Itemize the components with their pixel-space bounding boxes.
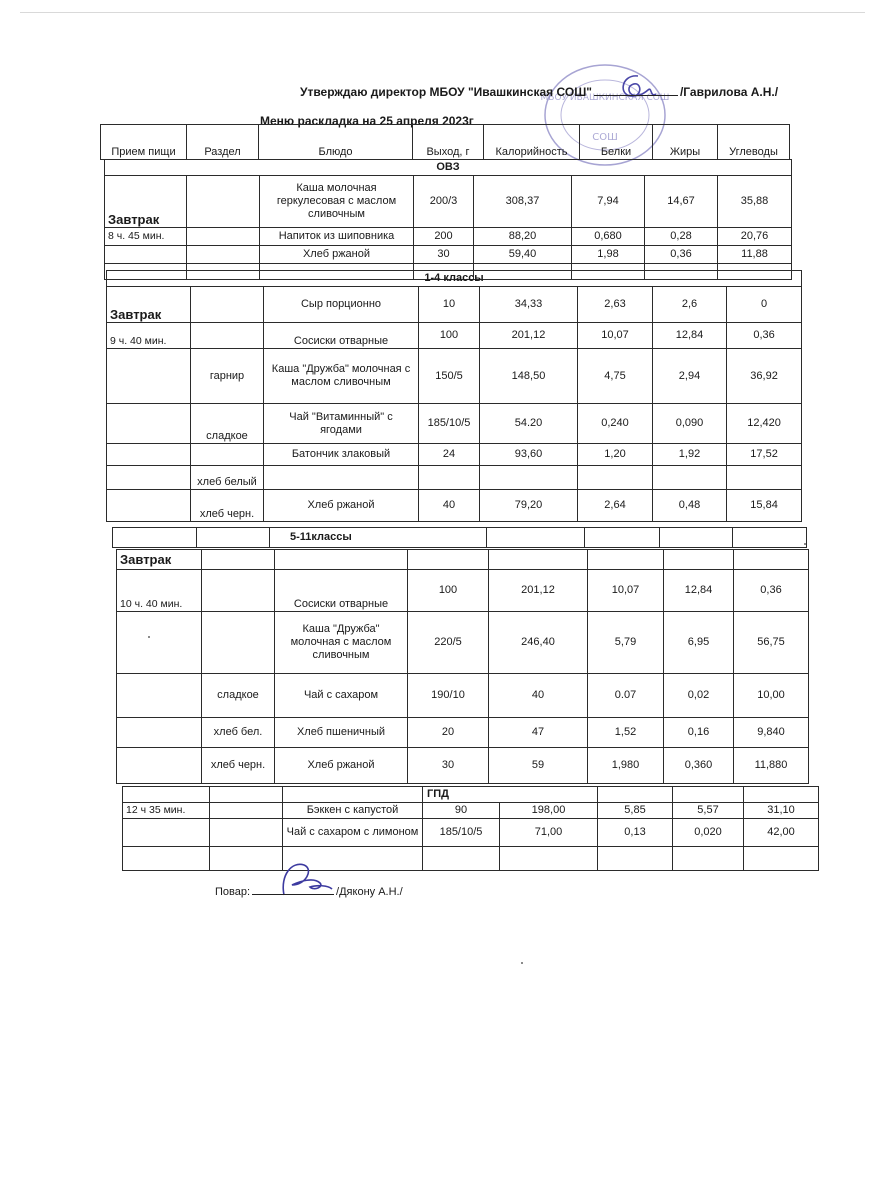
table-row bbox=[117, 718, 809, 748]
fat-cell: 6,95 bbox=[664, 612, 734, 674]
col-header: Калорийность bbox=[484, 125, 580, 160]
table-row bbox=[123, 819, 819, 847]
meal-label: Завтрак bbox=[117, 550, 202, 570]
razdel-cell: хлеб черн. bbox=[202, 748, 275, 784]
section-title: 1-4 классы bbox=[107, 271, 802, 287]
dish-cell: Каша "Дружба" молочная с маслом сливочным bbox=[275, 612, 408, 674]
razdel-cell bbox=[210, 803, 283, 819]
fat-cell: 12,84 bbox=[664, 570, 734, 612]
dish-cell: Чай с сахаром с лимоном bbox=[283, 819, 423, 847]
fat-cell: 2,94 bbox=[653, 349, 727, 404]
kcal-cell: 148,50 bbox=[480, 349, 578, 404]
col-header: Прием пищи bbox=[101, 125, 187, 160]
kcal-cell: 246,40 bbox=[489, 612, 588, 674]
cook-signature-line bbox=[252, 884, 334, 895]
razdel-cell bbox=[191, 444, 264, 466]
scan-speck bbox=[521, 962, 523, 964]
meal-time: 12 ч 35 мин. bbox=[123, 803, 210, 819]
dish-cell: Бэккен с капустой bbox=[283, 803, 423, 819]
grades-5-11-title bbox=[112, 527, 807, 548]
protein-cell: 2,63 bbox=[578, 287, 653, 323]
carb-cell: 35,88 bbox=[718, 176, 792, 228]
razdel-cell: хлеб белый bbox=[191, 466, 264, 490]
stamp-text: МБОУ ИВАШКИНСКАЯ СОШ bbox=[540, 93, 670, 103]
kcal-cell: 308,37 bbox=[474, 176, 572, 228]
carb-cell: 11,88 bbox=[718, 246, 792, 264]
protein-cell: 1,980 bbox=[588, 748, 664, 784]
carb-cell: 0 bbox=[727, 287, 802, 323]
cook-name: /Дякону А.Н./ bbox=[336, 886, 403, 898]
carb-cell: 17,52 bbox=[727, 444, 802, 466]
vyhod-cell: 200/3 bbox=[414, 176, 474, 228]
gpd-table bbox=[122, 786, 819, 871]
protein-cell: 5,85 bbox=[598, 803, 673, 819]
razdel-cell bbox=[202, 570, 275, 612]
protein-cell: 0.07 bbox=[588, 674, 664, 718]
kcal-cell: 201,12 bbox=[480, 323, 578, 349]
protein-cell bbox=[578, 466, 653, 490]
col-header: Выход, г bbox=[413, 125, 484, 160]
kcal-cell: 34,33 bbox=[480, 287, 578, 323]
vyhod-cell: 40 bbox=[419, 490, 480, 522]
kcal-cell: 201,12 bbox=[489, 570, 588, 612]
carb-cell: 0,36 bbox=[734, 570, 809, 612]
razdel-cell: сладкое bbox=[191, 404, 264, 444]
fat-cell: 0,360 bbox=[664, 748, 734, 784]
protein-cell: 10,07 bbox=[578, 323, 653, 349]
razdel-cell bbox=[210, 819, 283, 847]
protein-cell: 1,98 bbox=[572, 246, 645, 264]
vyhod-cell: 90 bbox=[423, 803, 500, 819]
fat-cell bbox=[653, 466, 727, 490]
table-row bbox=[107, 349, 802, 404]
vyhod-cell: 185/10/5 bbox=[419, 404, 480, 444]
dish-cell: Сосиски отварные bbox=[275, 570, 408, 612]
table-row bbox=[107, 466, 802, 490]
protein-cell: 7,94 bbox=[572, 176, 645, 228]
kcal-cell bbox=[480, 466, 578, 490]
carb-cell: 11,880 bbox=[734, 748, 809, 784]
table-row bbox=[117, 748, 809, 784]
dish-cell: Сосиски отварные bbox=[264, 323, 419, 349]
meal-time: 10 ч. 40 мин. bbox=[117, 570, 202, 612]
carb-cell: 9,840 bbox=[734, 718, 809, 748]
ovz-table bbox=[104, 159, 792, 280]
table-row bbox=[107, 444, 802, 466]
dish-cell: Хлеб ржаной bbox=[264, 490, 419, 522]
carb-cell: 0,36 bbox=[727, 323, 802, 349]
vyhod-cell: 190/10 bbox=[408, 674, 489, 718]
fat-cell: 0,16 bbox=[664, 718, 734, 748]
director-name: /Гаврилова А.Н./ bbox=[679, 85, 779, 99]
meal-label: Завтрак bbox=[105, 176, 187, 228]
meal-time: 8 ч. 45 мин. bbox=[105, 228, 187, 246]
table-row bbox=[117, 570, 809, 612]
kcal-cell: 54.20 bbox=[480, 404, 578, 444]
table-row bbox=[105, 246, 792, 264]
razdel-cell bbox=[191, 323, 264, 349]
protein-cell: 1,52 bbox=[588, 718, 664, 748]
menu-title: Меню раскладка на 25 апреля 2023г bbox=[260, 114, 474, 128]
fat-cell: 12,84 bbox=[653, 323, 727, 349]
fat-cell: 0,48 bbox=[653, 490, 727, 522]
grades-1-4-table bbox=[106, 270, 802, 522]
fat-cell: 0,020 bbox=[673, 819, 744, 847]
fat-cell: 1,92 bbox=[653, 444, 727, 466]
vyhod-cell: 20 bbox=[408, 718, 489, 748]
table-row bbox=[107, 490, 802, 522]
meal-time: 9 ч. 40 мин. bbox=[107, 323, 191, 349]
section-title: ОВЗ bbox=[105, 160, 792, 176]
carb-cell: 20,76 bbox=[718, 228, 792, 246]
fat-cell: 5,57 bbox=[673, 803, 744, 819]
kcal-cell: 198,00 bbox=[500, 803, 598, 819]
col-header: Углеводы bbox=[718, 125, 790, 160]
header-table bbox=[100, 124, 790, 160]
table-row bbox=[107, 323, 802, 349]
dish-cell bbox=[264, 466, 419, 490]
dish-cell: Хлеб пшеничный bbox=[275, 718, 408, 748]
vyhod-cell: 185/10/5 bbox=[423, 819, 500, 847]
protein-cell: 0,680 bbox=[572, 228, 645, 246]
dish-cell: Чай с сахаром bbox=[275, 674, 408, 718]
kcal-cell: 40 bbox=[489, 674, 588, 718]
fat-cell: 2,6 bbox=[653, 287, 727, 323]
scan-speck bbox=[148, 636, 150, 638]
carb-cell: 15,84 bbox=[727, 490, 802, 522]
fat-cell: 0,02 bbox=[664, 674, 734, 718]
fat-cell: 14,67 bbox=[645, 176, 718, 228]
vyhod-cell: 24 bbox=[419, 444, 480, 466]
dish-cell: Батончик злаковый bbox=[264, 444, 419, 466]
razdel-cell: хлеб черн. bbox=[191, 490, 264, 522]
vyhod-cell: 30 bbox=[414, 246, 474, 264]
kcal-cell: 88,20 bbox=[474, 228, 572, 246]
carb-cell: 31,10 bbox=[744, 803, 819, 819]
vyhod-cell: 100 bbox=[419, 323, 480, 349]
protein-cell: 5,79 bbox=[588, 612, 664, 674]
table-row bbox=[123, 803, 819, 819]
vyhod-cell: 150/5 bbox=[419, 349, 480, 404]
kcal-cell: 47 bbox=[489, 718, 588, 748]
svg-text:СОШ: СОШ bbox=[592, 132, 618, 143]
razdel-cell bbox=[187, 228, 260, 246]
razdel-cell bbox=[187, 246, 260, 264]
kcal-cell: 79,20 bbox=[480, 490, 578, 522]
table-row bbox=[107, 404, 802, 444]
protein-cell: 4,75 bbox=[578, 349, 653, 404]
scan-edge-line bbox=[20, 12, 865, 13]
col-header: Жиры bbox=[653, 125, 718, 160]
vyhod-cell: 200 bbox=[414, 228, 474, 246]
protein-cell: 2,64 bbox=[578, 490, 653, 522]
approval-text: Утверждаю директор МБОУ "Ивашкинская СОШ" bbox=[300, 85, 592, 99]
approval-line bbox=[300, 84, 778, 99]
grades-5-11-table bbox=[116, 549, 809, 784]
kcal-cell: 71,00 bbox=[500, 819, 598, 847]
table-row bbox=[117, 674, 809, 718]
meal-label: Завтрак bbox=[107, 287, 191, 323]
carb-cell bbox=[727, 466, 802, 490]
cook-label: Повар: bbox=[215, 886, 251, 898]
dish-cell: Хлеб ржаной bbox=[275, 748, 408, 784]
fat-cell: 0,28 bbox=[645, 228, 718, 246]
kcal-cell: 59 bbox=[489, 748, 588, 784]
dish-cell: Напиток из шиповника bbox=[260, 228, 414, 246]
kcal-cell: 59,40 bbox=[474, 246, 572, 264]
carb-cell: 12,420 bbox=[727, 404, 802, 444]
vyhod-cell bbox=[419, 466, 480, 490]
razdel-cell: гарнир bbox=[191, 349, 264, 404]
protein-cell: 0,240 bbox=[578, 404, 653, 444]
dish-cell: Чай "Витаминный" с ягодами bbox=[264, 404, 419, 444]
dish-cell: Каша "Дружба" молочная с маслом сливочным bbox=[264, 349, 419, 404]
table-row bbox=[105, 228, 792, 246]
vyhod-cell: 100 bbox=[408, 570, 489, 612]
vyhod-cell: 10 bbox=[419, 287, 480, 323]
razdel-cell: хлеб бел. bbox=[202, 718, 275, 748]
protein-cell: 10,07 bbox=[588, 570, 664, 612]
carb-cell: 10,00 bbox=[734, 674, 809, 718]
scan-speck bbox=[804, 543, 806, 545]
carb-cell: 36,92 bbox=[727, 349, 802, 404]
col-header: Блюдо bbox=[259, 125, 413, 160]
fat-cell: 0,090 bbox=[653, 404, 727, 444]
dish-cell: Сыр порционно bbox=[264, 287, 419, 323]
section-title: ГПД bbox=[423, 787, 598, 803]
table-row bbox=[105, 176, 792, 228]
protein-cell: 1,20 bbox=[578, 444, 653, 466]
kcal-cell: 93,60 bbox=[480, 444, 578, 466]
razdel-cell: сладкое bbox=[202, 674, 275, 718]
dish-cell: Каша молочная геркулесовая с маслом сливочным bbox=[260, 176, 414, 228]
table-row bbox=[117, 612, 809, 674]
dish-cell: Хлеб ржаной bbox=[260, 246, 414, 264]
col-header: Раздел bbox=[187, 125, 259, 160]
fat-cell: 0,36 bbox=[645, 246, 718, 264]
protein-cell: 0,13 bbox=[598, 819, 673, 847]
carb-cell: 42,00 bbox=[744, 819, 819, 847]
razdel-cell bbox=[202, 612, 275, 674]
section-title: 5-11классы bbox=[270, 528, 487, 548]
col-header: Белки bbox=[580, 125, 653, 160]
razdel-cell bbox=[191, 287, 264, 323]
cook-line bbox=[215, 884, 403, 898]
director-signature-line bbox=[594, 84, 678, 96]
carb-cell: 56,75 bbox=[734, 612, 809, 674]
vyhod-cell: 220/5 bbox=[408, 612, 489, 674]
razdel-cell bbox=[187, 176, 260, 228]
table-row bbox=[107, 287, 802, 323]
vyhod-cell: 30 bbox=[408, 748, 489, 784]
